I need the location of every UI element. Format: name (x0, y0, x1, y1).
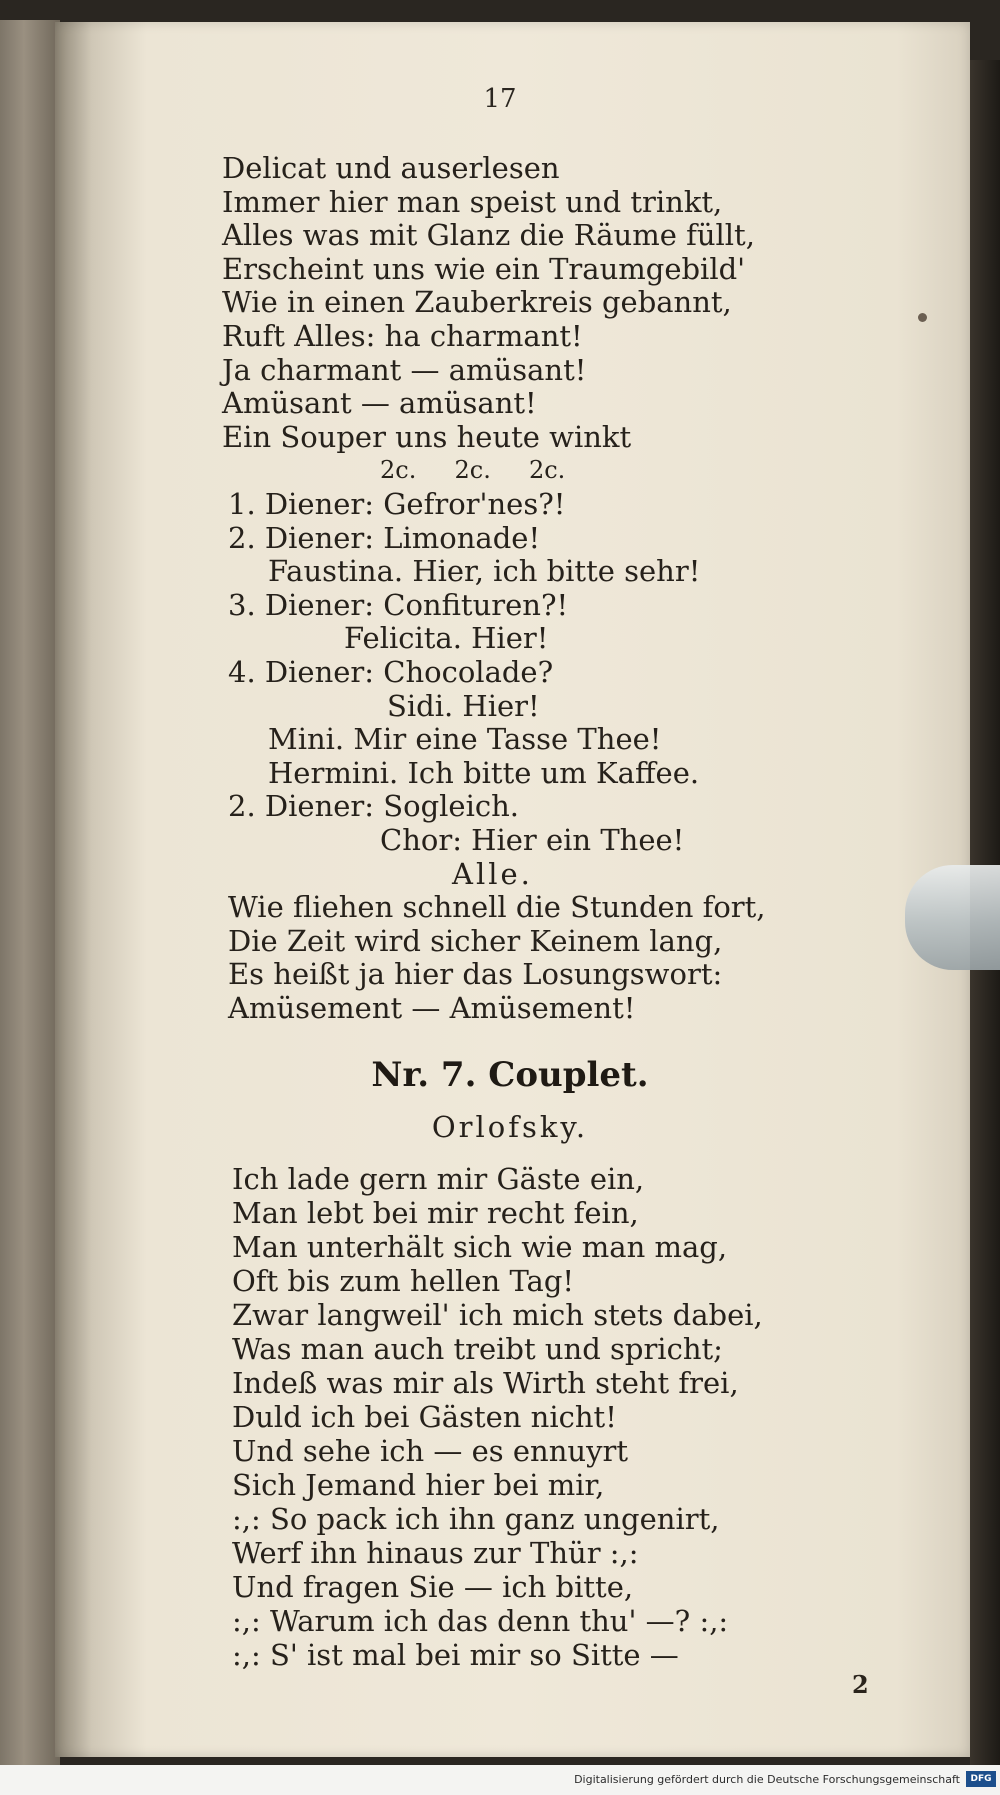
speaker-line: Alle. (452, 857, 533, 891)
speaker-line: Faustina. Hier, ich bitte sehr! (268, 554, 701, 588)
speaker-line: Felicita. Hier! (344, 621, 549, 655)
verse-line: Indeß was mir als Wirth steht frei, (232, 1366, 739, 1400)
speaker-line: 1. Diener: Gefror'nes?! (228, 487, 566, 521)
speaker-line: Sidi. Hier! (387, 689, 540, 723)
ink-spot (918, 313, 927, 322)
verse-line: Oft bis zum hellen Tag! (232, 1264, 575, 1298)
speaker-line: 2. Diener: Sogleich. (228, 789, 520, 823)
text-line: Immer hier man speist und trinkt, (222, 185, 723, 219)
text-line: Wie in einen Zauberkreis gebannt, (222, 285, 732, 319)
text-line: Amüsement — Amüsement! (228, 991, 636, 1025)
text-line: Ruft Alles: ha charmant! (222, 319, 583, 353)
dfg-logo-icon: DFG (966, 1771, 996, 1787)
text-line: Die Zeit wird sicher Keinem lang, (228, 924, 723, 958)
text-line: Erscheint uns wie ein Traumgebild' (222, 252, 746, 286)
text-line: Es heißt ja hier das Losungswort: (228, 957, 723, 991)
text-line: Ein Souper uns heute winkt (222, 420, 632, 454)
verse-line: Was man auch treibt und spricht; (232, 1332, 723, 1366)
verse-line: :,: Warum ich das denn thu' —? :,: (232, 1604, 729, 1638)
speaker-line: 3. Diener: Confituren?! (228, 588, 569, 622)
page-number: 17 (483, 84, 517, 114)
verse-line: Werf ihn hinaus zur Thür :,: (232, 1536, 639, 1570)
speaker-line: 2. Diener: Limonade! (228, 521, 541, 555)
text-line: Amüsant — amüsant! (222, 386, 537, 420)
speaker-line: Mini. Mir eine Tasse Thee! (268, 722, 662, 756)
funding-credit: Digitalisierung gefördert durch die Deutsche Forschungsgemeinschaft (574, 1773, 960, 1786)
speaker-line: 4. Diener: Chocolade? (228, 655, 554, 689)
verse-line: Man unterhält sich wie man mag, (232, 1230, 728, 1264)
signature-mark: 2 (852, 1670, 869, 1699)
verse-line: Duld ich bei Gästen nicht! (232, 1400, 617, 1434)
section-heading: Nr. 7. Couplet. (371, 1055, 649, 1095)
speaker-line: Hermini. Ich bitte um Kaffee. (268, 756, 700, 790)
verse-line: Ich lade gern mir Gäste ein, (232, 1162, 645, 1196)
bookmark-tab (905, 865, 1000, 970)
verse-line: Und fragen Sie — ich bitte, (232, 1570, 634, 1604)
text-line: Alles was mit Glanz die Räume füllt, (222, 218, 755, 252)
section-speaker: Orlofsky. (431, 1110, 589, 1144)
text-line: 2c. 2c. 2c. (380, 456, 566, 484)
verse-line: :,: S' ist mal bei mir so Sitte — (232, 1638, 679, 1672)
verse-line: Zwar langweil' ich mich stets dabei, (232, 1298, 763, 1332)
verse-line: Man lebt bei mir recht fein, (232, 1196, 639, 1230)
text-line: Wie fliehen schnell die Stunden fort, (228, 890, 766, 924)
text-line: Delicat und auserlesen (222, 151, 560, 185)
verse-line: Und sehe ich — es ennuyrt (232, 1434, 628, 1468)
previous-page-edge (0, 20, 60, 1765)
text-line: Ja charmant — amüsant! (222, 353, 587, 387)
footer-bar (0, 1765, 1000, 1795)
speaker-line: Chor: Hier ein Thee! (380, 823, 685, 857)
verse-line: Sich Jemand hier bei mir, (232, 1468, 605, 1502)
verse-line: :,: So pack ich ihn ganz ungenirt, (232, 1502, 720, 1536)
